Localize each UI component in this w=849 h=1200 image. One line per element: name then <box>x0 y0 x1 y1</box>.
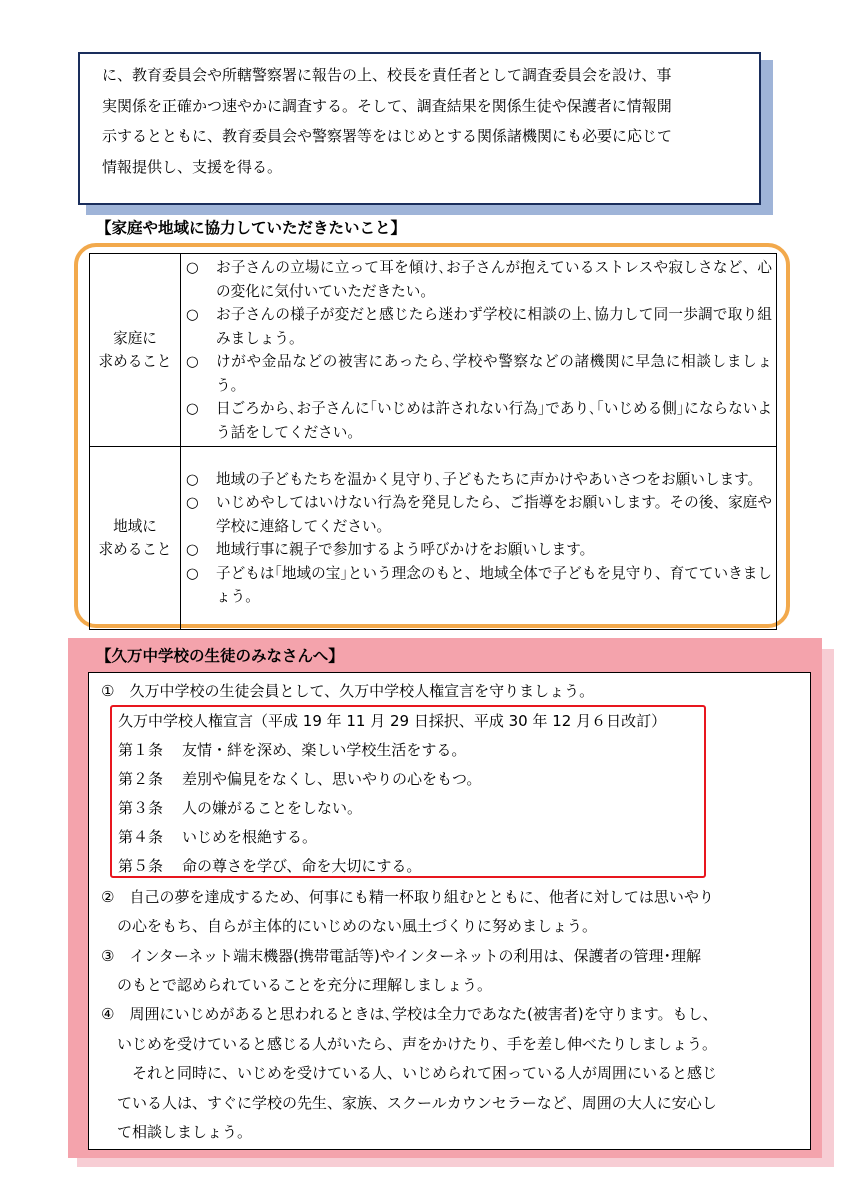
student-item-2-line2: の心をもち、自らが主体的にいじめのない風土づくりに努めましょう。 <box>117 917 598 935</box>
community-items-cell <box>181 447 777 630</box>
student-item-3-line2: のもとで認められていることを充分に理解しましょう。 <box>117 976 493 994</box>
table-row-home <box>90 254 777 447</box>
list-item: ○ 地域行事に親子で参加するよう呼びかけをお願いします。 <box>186 538 772 562</box>
circle-bullet: ○ <box>186 494 199 511</box>
circle-bullet: ○ <box>186 306 199 323</box>
list-item: ○ 地域の子どもたちを温かく見守り､子どもたちに声かけやあいさつをお願いします。 <box>186 468 772 492</box>
list-item: ○ けがや金品などの被害にあったら､学校や警察などの諸機関に早急に相談しましょう。 <box>186 350 772 397</box>
student-item-4-line1: ④ 周囲にいじめがあると思われるときは､学校は全力であなた(被害者)を守ります。もし、 <box>101 1005 718 1023</box>
circle-bullet: ○ <box>186 541 199 558</box>
text-line: に、教育委員会や所轄警察署に報告の上、校長を責任者として調査委員会を設け、事 <box>102 66 672 84</box>
circle-bullet: ○ <box>186 470 199 488</box>
table-row-community <box>90 447 777 630</box>
circle-bullet: ○ <box>186 259 199 276</box>
text-line: 示するとともに、教育委員会や警察署等をはじめとする関係諸機関にも必要に応じて <box>102 127 673 145</box>
student-item-4-line3: それと同時に、いじめを受けている人、いじめられて困っている人が周囲にいると感じ <box>132 1064 718 1082</box>
declaration-title: 久万中学校人権宣言（平成 19 年 11 月 29 日採択、平成 30 年 12 月６日改訂） <box>118 712 667 730</box>
declaration-article: 第３条 人の嫌がることをしない。 <box>118 799 363 817</box>
response-policy-box <box>78 52 761 205</box>
list-item: ○ お子さんの立場に立って耳を傾け､お子さんが抱えているストレスや寂しさなど、心の変化に気付いていただきたい。 <box>186 256 772 303</box>
list-item: ○ お子さんの様子が変だと感じたら迷わず学校に相談の上､協力して同一歩調で取り組みましょう。 <box>186 303 772 350</box>
declaration-article: 第１条 友情・絆を深め、楽しい学校生活をする。 <box>118 741 467 759</box>
family-section-heading: 【家庭や地域に協力していただきたいこと】 <box>96 219 407 237</box>
text-line: 実関係を正確かつ速やかに調査する。そして、調査結果を関係生徒や保護者に情報開 <box>102 96 672 115</box>
students-section-heading: 【久万中学校の生徒のみなさんへ】 <box>96 647 344 665</box>
student-item-3-line1: ③ インターネット端末機器(携帯電話等)やインターネットの利用は、保護者の管理･理解 <box>101 947 701 965</box>
community-label-line1: 地域に <box>113 518 157 535</box>
declaration-article: 第５条 命の尊さを学び、命を大切にする。 <box>118 857 422 875</box>
student-item-4-line4: ている人は、すぐに学校の先生、家族、スクールカウンセラーなど、周囲の大人に安心し <box>117 1094 717 1112</box>
declaration-article: 第４条 いじめを根絶する。 <box>118 828 318 846</box>
student-item-2-line1: ② 自己の夢を達成するため、何事にも精一杯取り組むとともに、他者に対しては思いやり <box>101 888 714 906</box>
home-items-cell <box>181 254 777 447</box>
cooperation-table <box>89 253 777 630</box>
circle-bullet: ○ <box>186 400 199 417</box>
student-item-4-line5: て相談しましょう。 <box>117 1123 253 1141</box>
list-item: ○ 日ごろから､お子さんに｢いじめは許されない行為｣であり､｢いじめる側｣にならないよう話をしてください。 <box>186 397 772 444</box>
list-item: ○ 子どもは｢地域の宝｣という理念のもと、地域全体で子どもを見守り、育てていきましょう。 <box>186 562 772 609</box>
circle-bullet: ○ <box>186 353 199 370</box>
community-label-cell <box>90 447 181 630</box>
circle-bullet: ○ <box>186 564 199 582</box>
declaration-article: 第２条 差別や偏見をなくし、思いやりの心をもつ。 <box>118 770 482 788</box>
student-item-4-line2: いじめを受けていると感じる人がいたら、声をかけたり、手を差し伸べたりしましょう。 <box>117 1035 718 1053</box>
list-item: ○ いじめやしてはいけない行為を発見したら、ご指導をお願いします。その後、家庭や学校に連絡してください。 <box>186 491 772 538</box>
student-item-1: ① 久万中学校の生徒会員として、久万中学校人権宣言を守りましょう。 <box>101 682 595 700</box>
text-line: 情報提供し、支援を得る。 <box>102 157 283 176</box>
community-label-line2: 求めること <box>98 541 172 558</box>
home-label-line2: 求めること <box>98 353 172 370</box>
home-label-cell <box>90 254 181 447</box>
home-label-line1: 家庭に <box>113 330 157 347</box>
